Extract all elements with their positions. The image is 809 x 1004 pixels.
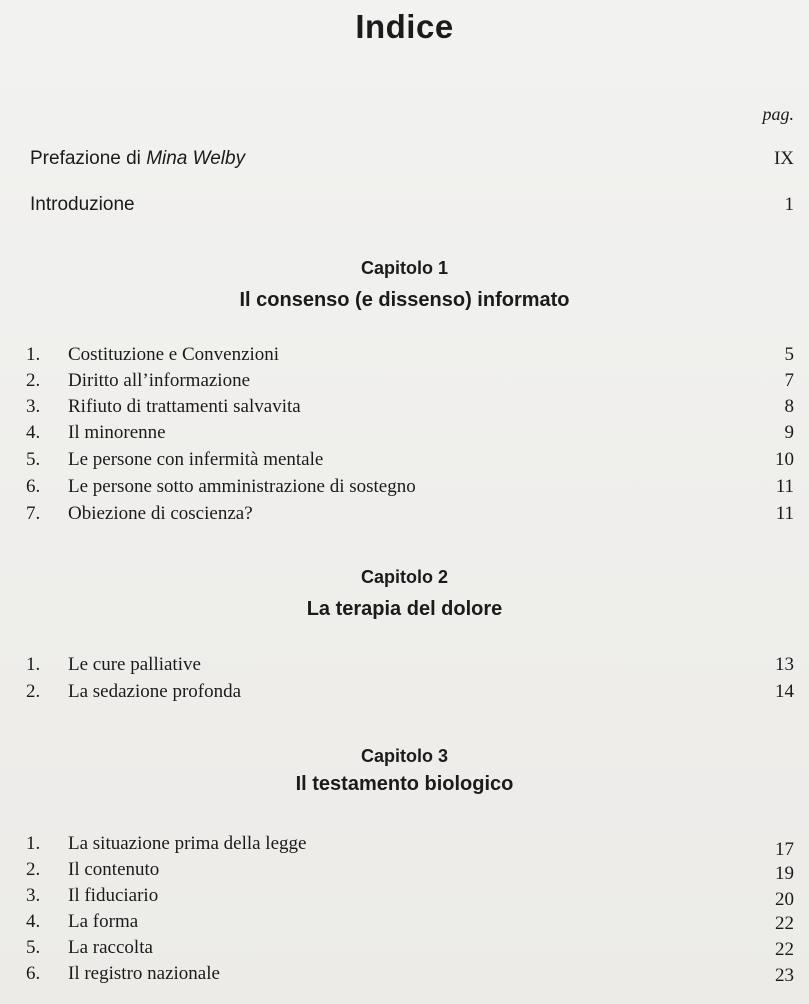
toc-page-number: 20	[775, 889, 794, 910]
entry-number: 1.	[26, 344, 41, 365]
entry-text: Diritto all’informazione	[68, 370, 251, 391]
entry-text: Il fiduciario	[68, 885, 159, 906]
toc-page-number: 17	[775, 839, 794, 860]
toc-entry[interactable]	[26, 370, 794, 394]
entry-text: La raccolta	[68, 937, 153, 958]
entry-number: 5.	[26, 937, 41, 958]
toc-entry[interactable]	[26, 422, 794, 446]
toc-entry[interactable]	[26, 911, 794, 935]
entry-number: 4.	[26, 422, 41, 443]
toc-page-number: 5	[784, 344, 794, 365]
entry-text: Le persone sotto amministrazione di sostegno	[68, 476, 416, 497]
toc-page-number: 7	[784, 370, 794, 391]
entry-text: Rifiuto di trattamenti salvavita	[68, 396, 301, 417]
entry-number: 6.	[26, 476, 41, 497]
author-name: Mina Welby	[146, 148, 246, 169]
toc-page-number: 22	[775, 913, 794, 934]
entry-number: 3.	[26, 396, 41, 417]
toc-page-number: 8	[784, 396, 794, 417]
toc-page-number: 19	[775, 863, 794, 884]
toc-entry[interactable]	[26, 937, 794, 961]
toc-page-number: 22	[775, 939, 794, 960]
entry-number: 4.	[26, 911, 41, 932]
page-column-label: pag.	[762, 104, 794, 124]
toc-page-number: 9	[784, 422, 794, 443]
chapter-heading	[0, 258, 809, 312]
chapter-label: Capitolo 3	[360, 746, 448, 766]
toc-page-number: 11	[775, 476, 794, 497]
toc-entry[interactable]	[26, 963, 794, 987]
entry-text: La sedazione profonda	[68, 681, 242, 702]
entry-number: 2.	[26, 370, 41, 391]
toc-page-number: 23	[775, 965, 794, 986]
chapter-title: Il consenso (e dissenso) informato	[239, 289, 570, 311]
toc-entry[interactable]	[26, 344, 794, 368]
entry-text: La forma	[68, 911, 139, 932]
entry-number: 2.	[26, 681, 41, 702]
toc-page-number: 14	[775, 681, 794, 702]
entry-text: Costituzione e Convenzioni	[68, 344, 280, 365]
entry-number: 5.	[26, 449, 41, 470]
page-title: Indice	[355, 8, 454, 45]
entry-number: 6.	[26, 963, 41, 984]
chapter-title: Il testamento biologico	[295, 773, 514, 795]
entry-text: Il contenuto	[68, 859, 160, 880]
entry-number: 1.	[26, 654, 41, 675]
entry-text: Il registro nazionale	[68, 963, 220, 984]
chapter-title: La terapia del dolore	[306, 598, 503, 620]
toc-entry[interactable]	[26, 503, 794, 527]
chapter-label: Capitolo 1	[360, 258, 448, 278]
chapter-label: Capitolo 2	[360, 567, 448, 587]
toc-entry-label: Prefazione di Mina Welby	[30, 148, 246, 169]
toc-entry[interactable]	[26, 859, 794, 883]
toc-page-number: 1	[784, 194, 794, 215]
entry-text: Il minorenne	[68, 422, 166, 443]
entry-text: Le cure palliative	[68, 654, 201, 675]
toc-entry-preface[interactable]	[30, 148, 794, 172]
toc-entry[interactable]	[26, 654, 794, 678]
toc-page-number: 10	[775, 449, 794, 470]
toc-entry[interactable]	[26, 833, 794, 860]
toc-page-number: IX	[773, 148, 794, 169]
entry-text: Obiezione di coscienza?	[68, 503, 253, 524]
toc-entry[interactable]	[26, 885, 794, 909]
toc-entry-introduction[interactable]	[30, 194, 794, 218]
entry-number: 1.	[26, 833, 41, 854]
toc-page-number: 11	[775, 503, 794, 524]
chapter-heading	[0, 746, 809, 796]
entry-number: 3.	[26, 885, 41, 906]
entry-number: 2.	[26, 859, 41, 880]
toc-entry[interactable]	[26, 476, 794, 500]
toc-entry[interactable]	[26, 681, 794, 705]
toc-entry-label: Introduzione	[30, 194, 135, 215]
entry-text: La situazione prima della legge	[68, 833, 307, 854]
toc-entry[interactable]	[26, 396, 794, 420]
toc-page-number: 13	[775, 654, 794, 675]
entry-number: 7.	[26, 503, 41, 524]
chapter-heading	[0, 567, 809, 621]
entry-text: Le persone con infermità mentale	[68, 449, 324, 470]
toc-entry[interactable]	[26, 449, 794, 473]
